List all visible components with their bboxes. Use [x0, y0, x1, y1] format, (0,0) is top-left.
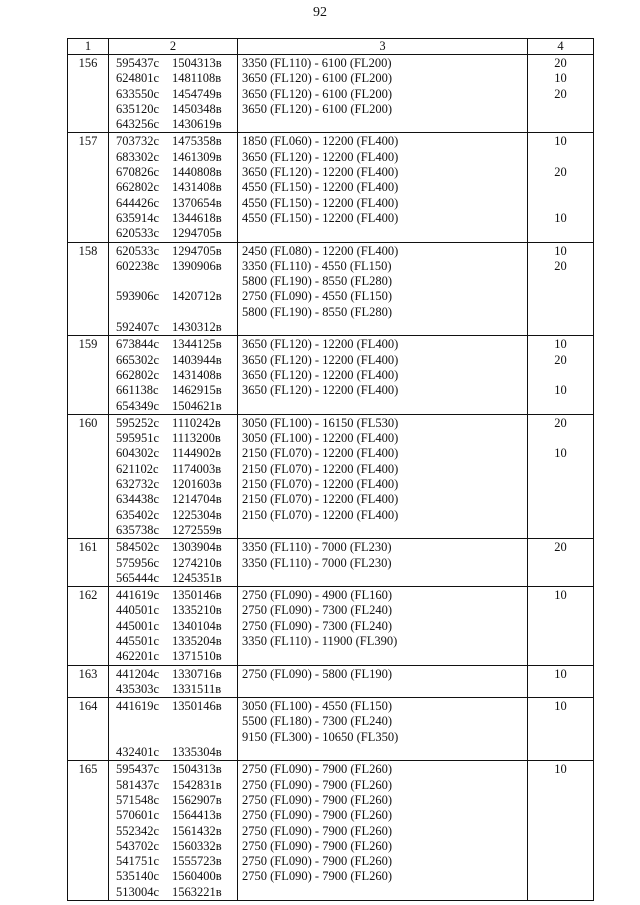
- coordinate-line: [116, 305, 237, 320]
- latitude: 595252c: [116, 415, 160, 430]
- latitude: 632732c: [116, 477, 160, 492]
- coordinates-cell: [109, 242, 238, 336]
- latitude: 662802c: [116, 367, 160, 382]
- value: 20: [554, 258, 567, 273]
- coordinate-line: [116, 150, 237, 165]
- value: [528, 196, 593, 211]
- latitude: 620533c: [116, 243, 160, 258]
- altitude-levels-cell: [238, 587, 528, 665]
- altitude-range: 2150 (FL070) - 12200 (FL400): [242, 477, 399, 492]
- column-header-3: 3: [238, 39, 528, 55]
- latitude: 565444c: [116, 570, 160, 585]
- coordinate-line: [116, 556, 237, 571]
- longitude: 1331511в: [172, 681, 222, 696]
- coordinate-line: [116, 571, 237, 586]
- coordinate-line: [116, 682, 237, 697]
- coordinate-line: [116, 588, 237, 603]
- zone-number: 162: [68, 587, 109, 665]
- latitude: 635402c: [116, 507, 160, 522]
- altitude-range: 2750 (FL090) - 7900 (FL260): [242, 808, 392, 823]
- longitude: 1564413в: [172, 808, 222, 823]
- altitude-range: 3650 (FL120) - 12200 (FL400): [242, 383, 399, 398]
- value: 20: [554, 86, 567, 101]
- altitude-range: 3650 (FL120) - 6100 (FL200): [242, 86, 392, 101]
- coordinate-line: [116, 540, 237, 555]
- latitude: 634438c: [116, 492, 160, 507]
- zone-number: 159: [68, 336, 109, 414]
- latitude: 661138c: [116, 383, 159, 398]
- altitude-range: 3050 (FL100) - 12200 (FL400): [242, 431, 399, 446]
- altitude-range: 3350 (FL110) - 4550 (FL150): [242, 258, 392, 273]
- coordinates-cell: [109, 587, 238, 665]
- zone-number: 158: [68, 242, 109, 336]
- longitude: 1214704в: [172, 492, 222, 507]
- coordinate-line: [116, 87, 237, 102]
- coordinate-line: [116, 462, 237, 477]
- altitude-range: 3350 (FL110) - 6100 (FL200): [242, 56, 392, 70]
- altitude-levels-cell: [238, 336, 528, 414]
- coordinate-line: [116, 762, 237, 777]
- latitude: 662802c: [116, 180, 160, 195]
- coordinates-cell: [109, 336, 238, 414]
- coordinate-line: [116, 477, 237, 492]
- value-cell: [528, 539, 594, 587]
- longitude: 1440808в: [172, 165, 222, 180]
- latitude: 703732c: [116, 134, 160, 149]
- longitude: 1335210в: [172, 603, 222, 618]
- coordinate-line: [116, 885, 237, 900]
- latitude: 440501c: [116, 603, 160, 618]
- longitude: 1462915в: [172, 383, 222, 398]
- altitude-range: 3650 (FL120) - 12200 (FL400): [242, 367, 399, 382]
- altitude-range: 3650 (FL120) - 6100 (FL200): [242, 101, 392, 116]
- coordinate-line: [116, 211, 237, 226]
- latitude: 541751c: [116, 854, 160, 869]
- altitude-range: 2150 (FL070) - 12200 (FL400): [242, 461, 399, 476]
- longitude: 1430619в: [172, 117, 222, 132]
- altitude-range: 3650 (FL120) - 12200 (FL400): [242, 352, 399, 367]
- altitude-range: 2150 (FL070) - 12200 (FL400): [242, 446, 399, 461]
- table-row: [68, 539, 594, 587]
- latitude: 654349c: [116, 398, 160, 413]
- coordinates-cell: [109, 55, 238, 133]
- table-row: [68, 587, 594, 665]
- latitude: 592407c: [116, 320, 160, 335]
- longitude: 1420712в: [172, 289, 222, 304]
- zone-number: 163: [68, 665, 109, 698]
- altitude-range: 2750 (FL090) - 7900 (FL260): [242, 823, 392, 838]
- altitude-range: 2750 (FL090) - 7900 (FL260): [242, 838, 392, 853]
- longitude: 1542831в: [172, 777, 222, 792]
- zone-number: 160: [68, 414, 109, 538]
- longitude: 1201603в: [172, 477, 222, 492]
- table-row: [68, 242, 594, 336]
- longitude: 1431408в: [172, 180, 222, 195]
- altitude-range: 5800 (FL190) - 8550 (FL280): [242, 274, 392, 289]
- latitude: 441204c: [116, 666, 160, 681]
- altitude-range: 2750 (FL090) - 4550 (FL150): [242, 289, 392, 304]
- coordinate-line: [116, 165, 237, 180]
- altitude-range: 5800 (FL190) - 8550 (FL280): [242, 304, 392, 319]
- longitude: 1475358в: [172, 134, 222, 149]
- latitude: 633550c: [116, 86, 160, 101]
- longitude: 1113200в: [172, 431, 221, 446]
- value: 20: [554, 165, 567, 180]
- table-row: [68, 665, 594, 698]
- table-body: [68, 55, 594, 901]
- coordinate-line: [116, 649, 237, 664]
- coordinates-cell: [109, 539, 238, 587]
- latitude: 595437c: [116, 762, 160, 777]
- table-header-row: [68, 39, 594, 55]
- longitude: 1430312в: [172, 320, 222, 335]
- latitude: 602238c: [116, 258, 160, 273]
- coordinate-line: [116, 71, 237, 86]
- longitude: 1561432в: [172, 823, 222, 838]
- longitude: 1431408в: [172, 367, 222, 382]
- altitude-range: 2750 (FL090) - 7900 (FL260): [242, 792, 392, 807]
- coordinates-cell: [109, 665, 238, 698]
- altitude-range: 2450 (FL080) - 12200 (FL400): [242, 243, 399, 258]
- coordinate-line: [116, 320, 237, 335]
- latitude: 445501c: [116, 633, 160, 648]
- coordinate-line: [116, 446, 237, 461]
- latitude: 604302c: [116, 446, 160, 461]
- value: 10: [554, 134, 567, 149]
- coordinate-line: [116, 134, 237, 149]
- table-row: [68, 336, 594, 414]
- zone-number: 157: [68, 133, 109, 242]
- coordinate-line: [116, 353, 237, 368]
- column-header-1: 1: [68, 39, 109, 55]
- longitude: 1390906в: [172, 258, 222, 273]
- column-header-2: 2: [109, 39, 238, 55]
- value: [528, 368, 593, 383]
- latitude: 575956c: [116, 555, 160, 570]
- value: 10: [554, 383, 567, 398]
- coordinate-line: [116, 196, 237, 211]
- value: 10: [554, 762, 567, 777]
- altitude-range: 4550 (FL150) - 12200 (FL400): [242, 180, 399, 195]
- coordinate-line: [116, 667, 237, 682]
- latitude: 643256c: [116, 117, 160, 132]
- latitude: 595437c: [116, 56, 160, 70]
- latitude: 571548c: [116, 792, 160, 807]
- altitude-range: 2150 (FL070) - 12200 (FL400): [242, 492, 399, 507]
- latitude: 624801c: [116, 71, 160, 86]
- altitude-range: 3350 (FL110) - 11900 (FL390): [242, 633, 398, 648]
- value: 20: [554, 352, 567, 367]
- zone-number: 156: [68, 55, 109, 133]
- value: [528, 180, 593, 195]
- altitude-range: 3650 (FL120) - 12200 (FL400): [242, 165, 399, 180]
- value-cell: [528, 761, 594, 901]
- value-cell: [528, 242, 594, 336]
- value-cell: [528, 55, 594, 133]
- altitude-levels-cell: [238, 55, 528, 133]
- altitude-range: 2750 (FL090) - 7900 (FL260): [242, 762, 392, 777]
- value: 10: [554, 243, 567, 258]
- coordinate-line: [116, 431, 237, 446]
- latitude: 665302c: [116, 352, 160, 367]
- altitude-range: 2750 (FL090) - 7300 (FL240): [242, 603, 392, 618]
- altitude-range: 3650 (FL120) - 6100 (FL200): [242, 71, 392, 86]
- latitude: 635120c: [116, 101, 160, 116]
- altitude-range: 2750 (FL090) - 7300 (FL240): [242, 618, 392, 633]
- altitude-range: 5500 (FL180) - 7300 (FL240): [242, 714, 392, 729]
- coordinate-line: [116, 745, 237, 760]
- longitude: 1370654в: [172, 195, 222, 210]
- longitude: 1454749в: [172, 86, 222, 101]
- altitude-range: 1850 (FL060) - 12200 (FL400): [242, 134, 399, 149]
- value-cell: [528, 336, 594, 414]
- altitude-range: 9150 (FL300) - 10650 (FL350): [242, 729, 399, 744]
- longitude: 1174003в: [172, 461, 222, 476]
- altitude-range: 3050 (FL100) - 16150 (FL530): [242, 415, 399, 430]
- value-cell: [528, 665, 594, 698]
- latitude: 670826c: [116, 165, 160, 180]
- latitude: 445001c: [116, 618, 160, 633]
- longitude: 1481108в: [172, 71, 222, 86]
- longitude: 1371510в: [172, 649, 222, 664]
- latitude: 581437c: [116, 777, 160, 792]
- value-cell: [528, 133, 594, 242]
- value: [528, 150, 593, 165]
- latitude: 635738c: [116, 522, 160, 537]
- coordinates-cell: [109, 133, 238, 242]
- latitude: 435303c: [116, 681, 160, 696]
- longitude: 1330716в: [172, 666, 222, 681]
- coordinate-line: [116, 523, 237, 538]
- longitude: 1294705в: [172, 226, 222, 241]
- latitude: 513004c: [116, 884, 160, 899]
- latitude: 543702c: [116, 838, 160, 853]
- latitude: 535140c: [116, 869, 160, 884]
- longitude: 1350146в: [172, 588, 222, 603]
- zone-number: 161: [68, 539, 109, 587]
- table-row: [68, 761, 594, 901]
- longitude: 1144902в: [172, 446, 222, 461]
- coordinate-line: [116, 508, 237, 523]
- value: 10: [554, 446, 567, 461]
- coordinate-line: [116, 824, 237, 839]
- altitude-levels-cell: [238, 414, 528, 538]
- coordinate-line: [116, 337, 237, 352]
- longitude: 1335204в: [172, 633, 222, 648]
- value: 10: [554, 71, 567, 86]
- altitude-range: 2750 (FL090) - 5800 (FL190): [242, 666, 392, 681]
- longitude: 1340104в: [172, 618, 222, 633]
- longitude: 1563221в: [172, 884, 222, 899]
- latitude: 584502c: [116, 540, 160, 555]
- longitude: 1504313в: [172, 56, 222, 70]
- coordinate-line: [116, 274, 237, 289]
- coordinate-line: [116, 778, 237, 793]
- longitude: 1562907в: [172, 792, 222, 807]
- value: 10: [554, 210, 567, 225]
- altitude-levels-cell: [238, 133, 528, 242]
- coordinate-line: [116, 289, 237, 304]
- coordinates-cell: [109, 414, 238, 538]
- coordinates-cell: [109, 761, 238, 901]
- table-row: [68, 698, 594, 761]
- coordinate-line: [116, 869, 237, 884]
- coordinate-line: [116, 619, 237, 634]
- longitude: 1560400в: [172, 869, 222, 884]
- value-cell: [528, 587, 594, 665]
- value-cell: [528, 414, 594, 538]
- altitude-range: 4550 (FL150) - 12200 (FL400): [242, 195, 399, 210]
- altitude-range: 2750 (FL090) - 4900 (FL160): [242, 588, 392, 603]
- longitude: 1274210в: [172, 555, 222, 570]
- altitude-range: 3050 (FL100) - 4550 (FL150): [242, 699, 392, 714]
- latitude: 644426c: [116, 195, 160, 210]
- coordinate-line: [116, 730, 237, 745]
- longitude: 1403944в: [172, 352, 222, 367]
- latitude: 552342c: [116, 823, 160, 838]
- latitude: 570601c: [116, 808, 160, 823]
- value: 10: [554, 588, 567, 603]
- latitude: 441619c: [116, 588, 160, 603]
- coordinate-line: [116, 56, 237, 71]
- coordinates-cell: [109, 698, 238, 761]
- coordinate-line: [116, 368, 237, 383]
- value: 20: [554, 540, 567, 555]
- value: 10: [554, 337, 567, 352]
- page-number: 92: [313, 5, 327, 20]
- longitude: 1294705в: [172, 243, 222, 258]
- coordinate-line: [116, 492, 237, 507]
- altitude-levels-cell: [238, 539, 528, 587]
- zone-number: 165: [68, 761, 109, 901]
- coordinate-line: [116, 102, 237, 117]
- longitude: 1303904в: [172, 540, 222, 555]
- value-cell: [528, 698, 594, 761]
- altitude-range: 3350 (FL110) - 7000 (FL230): [242, 555, 392, 570]
- altitude-range: 2750 (FL090) - 7900 (FL260): [242, 869, 392, 884]
- longitude: 1344618в: [172, 210, 222, 225]
- longitude: 1560332в: [172, 838, 222, 853]
- airspace-table: [67, 38, 594, 901]
- latitude: 441619c: [116, 699, 160, 714]
- coordinate-line: [116, 399, 237, 414]
- table-row: [68, 133, 594, 242]
- altitude-range: 3650 (FL120) - 12200 (FL400): [242, 149, 399, 164]
- longitude: 1245351в: [172, 570, 222, 585]
- coordinate-line: [116, 117, 237, 132]
- value: 10: [554, 699, 567, 714]
- value: [528, 431, 593, 446]
- coordinate-line: [116, 793, 237, 808]
- longitude: 1555723в: [172, 854, 222, 869]
- latitude: 462201c: [116, 649, 160, 664]
- latitude: 621102c: [116, 461, 159, 476]
- longitude: 1350146в: [172, 699, 222, 714]
- value: 20: [554, 56, 567, 70]
- table-row: [68, 55, 594, 133]
- latitude: 635914c: [116, 210, 160, 225]
- altitude-levels-cell: [238, 698, 528, 761]
- coordinate-line: [116, 603, 237, 618]
- coordinate-line: [116, 839, 237, 854]
- longitude: 1225304в: [172, 507, 222, 522]
- altitude-range: 4550 (FL150) - 12200 (FL400): [242, 210, 399, 225]
- value: 20: [554, 415, 567, 430]
- altitude-levels-cell: [238, 665, 528, 698]
- longitude: 1504621в: [172, 398, 222, 413]
- longitude: 1504313в: [172, 762, 222, 777]
- altitude-range: 2750 (FL090) - 7900 (FL260): [242, 854, 392, 869]
- coordinate-line: [116, 226, 237, 241]
- coordinate-line: [116, 244, 237, 259]
- zone-number: 164: [68, 698, 109, 761]
- column-header-4: 4: [528, 39, 594, 55]
- latitude: 595951c: [116, 431, 160, 446]
- longitude: 1272559в: [172, 522, 222, 537]
- latitude: 593906c: [116, 289, 160, 304]
- coordinate-line: [116, 634, 237, 649]
- coordinate-line: [116, 180, 237, 195]
- coordinate-line: [116, 383, 237, 398]
- coordinate-line: [116, 808, 237, 823]
- value: 10: [554, 666, 567, 681]
- longitude: 1344125в: [172, 337, 222, 352]
- altitude-levels-cell: [238, 761, 528, 901]
- coordinate-line: [116, 854, 237, 869]
- altitude-range: 3350 (FL110) - 7000 (FL230): [242, 540, 392, 555]
- coordinate-line: [116, 416, 237, 431]
- table-row: [68, 414, 594, 538]
- coordinate-line: [116, 714, 237, 729]
- longitude: 1335304в: [172, 745, 222, 760]
- longitude: 1461309в: [172, 149, 222, 164]
- latitude: 683302c: [116, 149, 160, 164]
- altitude-range: 3650 (FL120) - 12200 (FL400): [242, 337, 399, 352]
- longitude: 1450348в: [172, 101, 222, 116]
- latitude: 620533c: [116, 226, 160, 241]
- coordinate-line: [116, 699, 237, 714]
- latitude: 432401c: [116, 745, 160, 760]
- latitude: 673844c: [116, 337, 160, 352]
- longitude: 1110242в: [172, 415, 221, 430]
- altitude-levels-cell: [238, 242, 528, 336]
- coordinate-line: [116, 259, 237, 274]
- altitude-range: 2150 (FL070) - 12200 (FL400): [242, 507, 399, 522]
- altitude-range: 2750 (FL090) - 7900 (FL260): [242, 777, 392, 792]
